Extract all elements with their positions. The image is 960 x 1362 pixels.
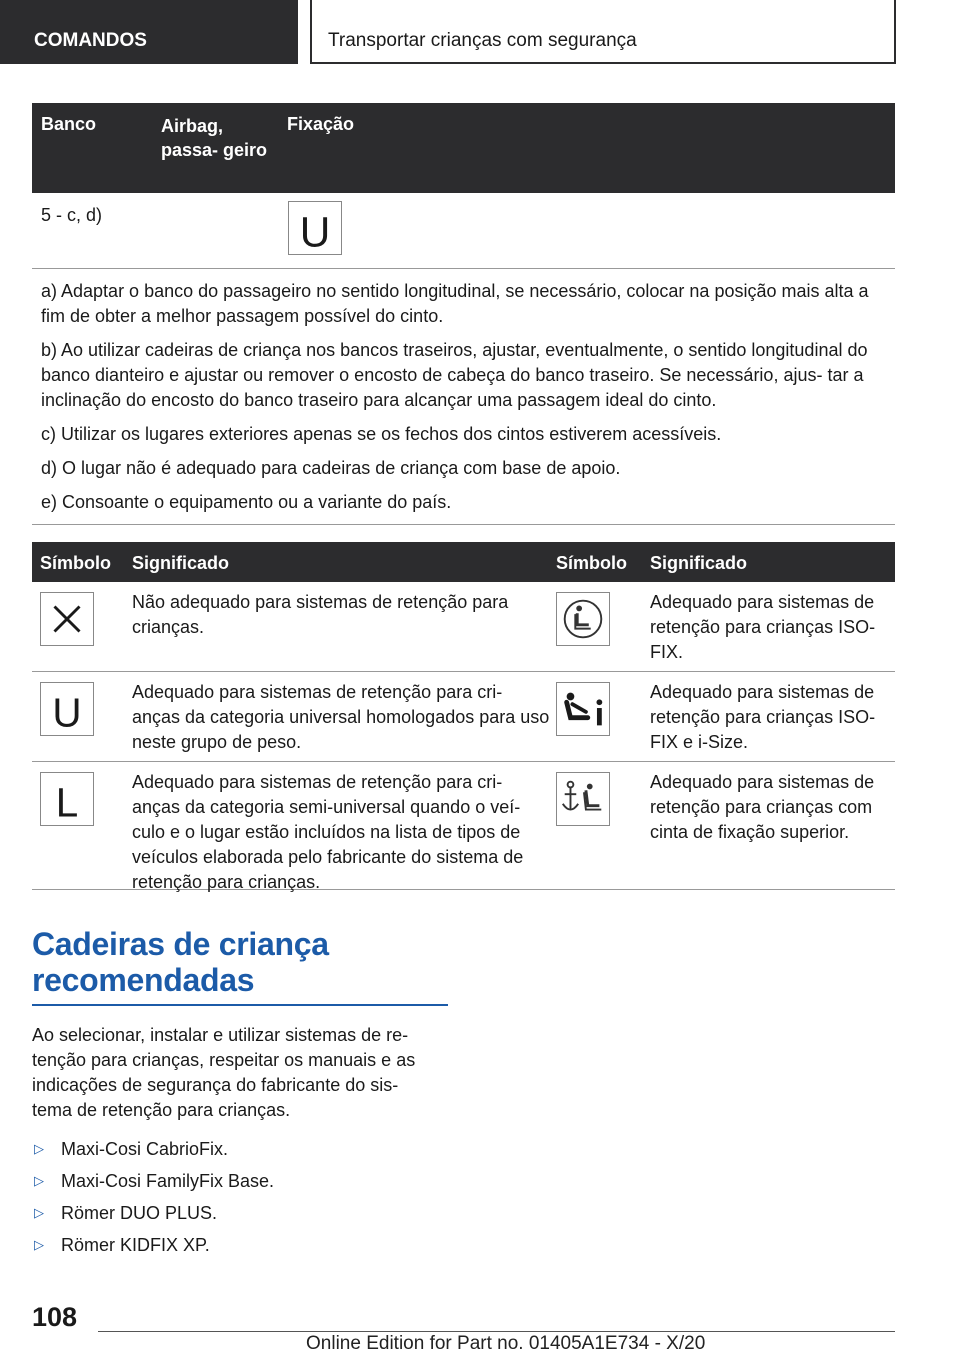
list-item <box>32 1133 442 1165</box>
table1-seat-cell: 5 - c, d) <box>41 205 103 225</box>
list-item <box>32 1229 442 1261</box>
section-heading-line1: Cadeiras de criança <box>32 926 329 962</box>
table1-header-banco: Banco <box>41 114 97 134</box>
table1-notes <box>32 269 895 515</box>
note-a: a) Adaptar o banco do passageiro no sentido longitudinal, se necessário, colocar na posição mais alta a fim de obter a melhor passagem possível do cinto. <box>41 281 869 326</box>
header-title-box <box>310 0 896 64</box>
symbol-meaning-table <box>32 542 895 890</box>
table-row <box>32 582 895 672</box>
table1-bottom-rule <box>32 524 895 525</box>
meaning-universal: Adequado para sistemas de retenção para cri- anças da categoria universal homologados para uso neste grupo de peso. <box>132 682 550 752</box>
table-row <box>32 762 895 890</box>
meaning-semi-universal: Adequado para sistemas de retenção para cri- anças da categoria semi-universal quando o veí- culo e o lugar estão incluídos na lista de tipos de veículos elaborada pelo fabricante do sistema de retenção para crianças. <box>132 772 524 892</box>
isofix-isize-icon <box>556 682 610 736</box>
table1-header-fixacao: Fixação <box>287 114 355 134</box>
note-d: d) O lugar não é adequado para cadeiras de criança com base de apoio. <box>41 458 621 478</box>
list-item-text: Römer DUO PLUS. <box>61 1202 218 1223</box>
meaning-top-tether: Adequado para sistemas de retenção para crianças com cinta de fixação superior. <box>650 772 875 842</box>
table2-header-symbol-2: Símbolo <box>556 553 627 573</box>
footer-rule <box>98 1331 895 1332</box>
recommended-seats-list <box>32 1133 442 1261</box>
triangle-bullet-icon: ▷ <box>34 1141 44 1156</box>
triangle-bullet-icon: ▷ <box>34 1205 44 1220</box>
section-intro: Ao selecionar, instalar e utilizar sistemas de re- tenção para crianças, respeitar os manuais e as indicações de segurança do fabricante do sis- tema de retenção para crianças. <box>32 1025 416 1120</box>
universal-u-letter: U <box>299 208 331 255</box>
table2-header-meaning-2: Significado <box>650 553 748 573</box>
list-item-text: Römer KIDFIX XP. <box>61 1234 210 1255</box>
triangle-bullet-icon: ▷ <box>34 1237 44 1252</box>
meaning-not-suitable: Não adequado para sistemas de retenção para crianças. <box>132 592 509 637</box>
table2-header-symbol-1: Símbolo <box>40 553 111 573</box>
triangle-bullet-icon: ▷ <box>34 1173 44 1188</box>
table-row <box>32 672 895 762</box>
x-cross-icon <box>40 592 94 646</box>
seat-fixation-table <box>32 103 895 525</box>
table2-header-row <box>32 542 895 582</box>
universal-u-icon <box>40 682 94 736</box>
section-heading <box>32 926 448 1006</box>
list-item-text: Maxi-Cosi FamilyFix Base. <box>61 1170 275 1191</box>
table2-header-meaning-1: Significado <box>132 553 230 573</box>
isofix-seat-icon <box>556 592 610 646</box>
header-section-tab <box>0 0 298 64</box>
list-item <box>32 1197 442 1229</box>
semi-universal-l-icon <box>40 772 94 826</box>
footer-edition: Online Edition for Part no. 01405A1E734 - X/20 <box>306 1333 706 1354</box>
table1-row <box>32 193 895 269</box>
header-section-label: COMANDOS <box>34 30 147 51</box>
list-item-text: Maxi-Cosi CabrioFix. <box>61 1138 229 1159</box>
universal-u-letter: U <box>52 689 82 736</box>
note-e: e) Consoante o equipamento ou a variante do país. <box>41 492 452 512</box>
meaning-isofix: Adequado para sistemas de retenção para crianças ISO- FIX. <box>650 592 876 662</box>
list-item <box>32 1165 442 1197</box>
note-b: b) Ao utilizar cadeiras de criança nos bancos traseiros, ajustar, eventualmente, o sentido longitudinal do banco dianteiro e ajustar ou remover o encosto de cabeça do banco traseiro. Se necessário, ajus- tar a inclinação do encosto do banco traseiro para alcançar uma passagem ideal do cinto. <box>41 340 868 410</box>
note-c: c) Utilizar os lugares exteriores apenas se os fechos dos cintos estiverem acessíveis. <box>41 424 722 444</box>
page-number: 108 <box>32 1302 78 1332</box>
header-title: Transportar crianças com segurança <box>328 30 637 51</box>
section-heading-line2: recomendadas <box>32 962 255 998</box>
semi-universal-l-letter: L <box>55 779 79 826</box>
top-tether-icon <box>556 772 610 826</box>
meaning-isofix-isize: Adequado para sistemas de retenção para crianças ISO- FIX e i-Size. <box>650 682 876 752</box>
universal-u-icon <box>288 201 342 255</box>
table1-header-airbag: Airbag, passa- geiro <box>161 116 268 160</box>
table1-header-row <box>32 103 895 193</box>
